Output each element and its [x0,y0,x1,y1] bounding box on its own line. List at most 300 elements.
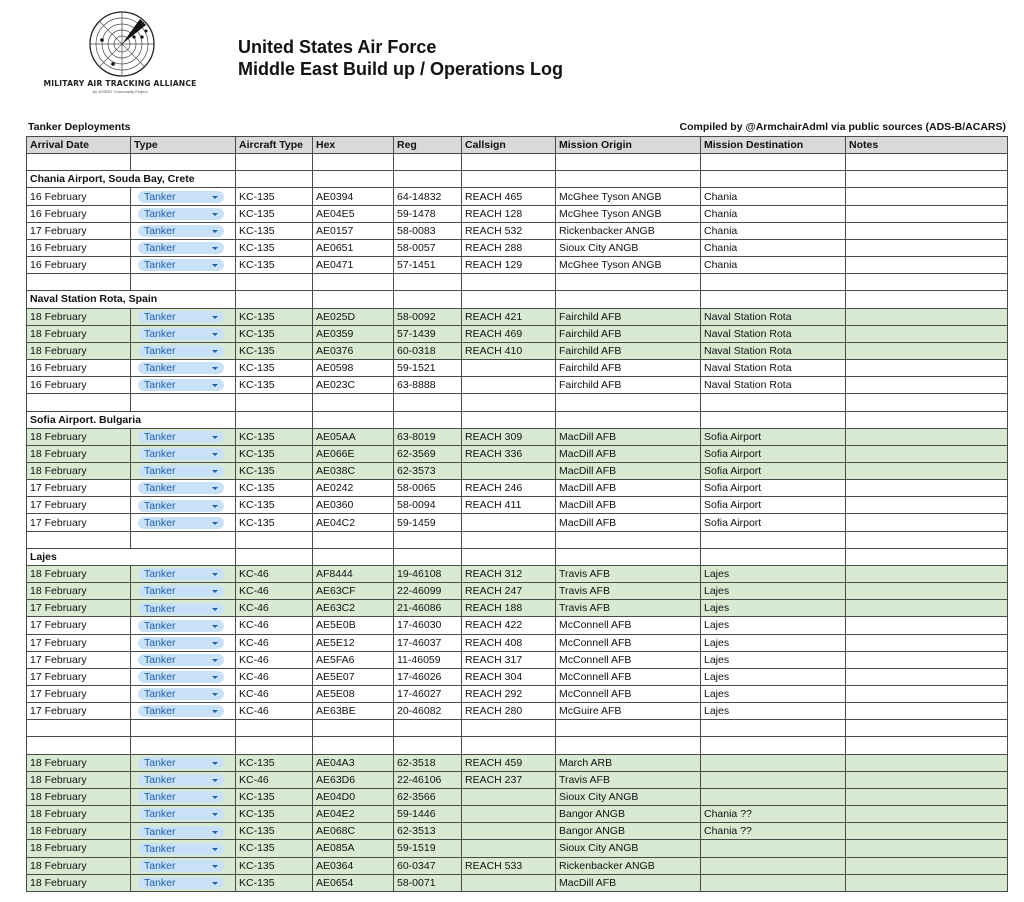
empty-cell[interactable] [131,274,236,291]
empty-cell[interactable] [462,171,556,188]
type-cell[interactable] [131,754,236,771]
aircraft-type-cell[interactable]: KC-135 [236,222,313,239]
dropdown-arrow-icon[interactable] [212,573,218,576]
notes-cell[interactable] [846,360,1008,377]
type-cell[interactable] [131,377,236,394]
empty-cell[interactable] [131,394,236,411]
callsign-cell[interactable]: REACH 532 [462,222,556,239]
group-label[interactable]: Naval Station Rota, Spain [27,291,236,308]
hex-cell[interactable]: AE04E2 [313,806,394,823]
hex-cell[interactable]: AE05AA [313,428,394,445]
mission-origin-cell[interactable]: MacDill AFB [556,462,701,479]
empty-cell[interactable] [236,291,313,308]
dropdown-arrow-icon[interactable] [212,762,218,765]
reg-cell[interactable]: 62-3573 [394,462,462,479]
aircraft-type-cell[interactable]: KC-135 [236,325,313,342]
mission-origin-cell[interactable]: Fairchild AFB [556,377,701,394]
empty-cell[interactable] [131,531,236,548]
reg-cell[interactable]: 59-1446 [394,806,462,823]
mission-origin-cell[interactable]: Travis AFB [556,771,701,788]
callsign-cell[interactable]: REACH 421 [462,308,556,325]
empty-cell[interactable] [846,291,1008,308]
dropdown-arrow-icon[interactable] [212,264,218,267]
callsign-cell[interactable]: REACH 422 [462,617,556,634]
empty-cell[interactable] [462,411,556,428]
aircraft-type-cell[interactable]: KC-135 [236,342,313,359]
hex-cell[interactable]: AE0471 [313,257,394,274]
arrival-date-cell[interactable]: 18 February [27,462,131,479]
hex-cell[interactable]: AE0364 [313,857,394,874]
type-cell[interactable] [131,188,236,205]
mission-origin-cell[interactable]: Sioux City ANGB [556,239,701,256]
empty-cell[interactable] [462,531,556,548]
hex-cell[interactable]: AE63CF [313,583,394,600]
callsign-cell[interactable]: REACH 459 [462,754,556,771]
arrival-date-cell[interactable]: 18 February [27,823,131,840]
hex-cell[interactable]: AE0598 [313,360,394,377]
arrival-date-cell[interactable]: 18 February [27,565,131,582]
mission-destination-cell[interactable]: Naval Station Rota [701,325,846,342]
empty-cell[interactable] [27,394,131,411]
notes-cell[interactable] [846,857,1008,874]
empty-cell[interactable] [462,274,556,291]
aircraft-type-cell[interactable]: KC-135 [236,497,313,514]
col-header-reg[interactable]: Reg [394,137,462,154]
mission-origin-cell[interactable]: MacDill AFB [556,428,701,445]
arrival-date-cell[interactable]: 18 February [27,445,131,462]
type-dropdown[interactable] [138,774,224,786]
empty-cell[interactable] [462,720,556,737]
empty-cell[interactable] [394,737,462,754]
mission-origin-cell[interactable]: MacDill AFB [556,497,701,514]
type-cell[interactable] [131,823,236,840]
reg-cell[interactable]: 19-46108 [394,565,462,582]
type-dropdown[interactable] [138,620,224,632]
empty-cell[interactable] [462,154,556,171]
hex-cell[interactable]: AE63D6 [313,771,394,788]
mission-origin-cell[interactable]: McConnell AFB [556,668,701,685]
notes-cell[interactable] [846,239,1008,256]
aircraft-type-cell[interactable]: KC-46 [236,565,313,582]
aircraft-type-cell[interactable]: KC-135 [236,445,313,462]
empty-cell[interactable] [313,531,394,548]
aircraft-type-cell[interactable]: KC-135 [236,308,313,325]
mission-origin-cell[interactable]: McGhee Tyson ANGB [556,188,701,205]
callsign-cell[interactable]: REACH 288 [462,239,556,256]
empty-cell[interactable] [556,720,701,737]
mission-origin-cell[interactable]: McGhee Tyson ANGB [556,205,701,222]
hex-cell[interactable]: AE5FA6 [313,651,394,668]
empty-cell[interactable] [27,531,131,548]
arrival-date-cell[interactable]: 18 February [27,840,131,857]
type-cell[interactable] [131,857,236,874]
col-header-aircraft-type[interactable]: Aircraft Type [236,137,313,154]
type-dropdown[interactable] [138,843,224,855]
type-dropdown[interactable] [138,345,224,357]
reg-cell[interactable]: 63-8019 [394,428,462,445]
mission-destination-cell[interactable]: Naval Station Rota [701,360,846,377]
type-dropdown[interactable] [138,654,224,666]
aircraft-type-cell[interactable]: KC-46 [236,634,313,651]
mission-origin-cell[interactable]: MacDill AFB [556,445,701,462]
mission-origin-cell[interactable]: Travis AFB [556,600,701,617]
notes-cell[interactable] [846,222,1008,239]
callsign-cell[interactable] [462,788,556,805]
reg-cell[interactable]: 63-8888 [394,377,462,394]
aircraft-type-cell[interactable]: KC-135 [236,857,313,874]
type-dropdown[interactable] [138,379,224,391]
dropdown-arrow-icon[interactable] [212,453,218,456]
aircraft-type-cell[interactable]: KC-135 [236,239,313,256]
type-dropdown[interactable] [138,688,224,700]
reg-cell[interactable]: 11-46059 [394,651,462,668]
callsign-cell[interactable]: REACH 247 [462,583,556,600]
mission-destination-cell[interactable]: Chania [701,188,846,205]
type-dropdown[interactable] [138,448,224,460]
empty-cell[interactable] [701,548,846,565]
mission-origin-cell[interactable]: Sioux City ANGB [556,840,701,857]
type-cell[interactable] [131,634,236,651]
dropdown-arrow-icon[interactable] [212,505,218,508]
aircraft-type-cell[interactable]: KC-135 [236,840,313,857]
reg-cell[interactable]: 21-46086 [394,600,462,617]
empty-cell[interactable] [701,720,846,737]
notes-cell[interactable] [846,634,1008,651]
hex-cell[interactable]: AE63C2 [313,600,394,617]
mission-origin-cell[interactable]: McConnell AFB [556,617,701,634]
arrival-date-cell[interactable]: 16 February [27,205,131,222]
type-cell[interactable] [131,788,236,805]
type-cell[interactable] [131,600,236,617]
dropdown-arrow-icon[interactable] [212,213,218,216]
reg-cell[interactable]: 59-1519 [394,840,462,857]
mission-destination-cell[interactable]: Naval Station Rota [701,377,846,394]
aircraft-type-cell[interactable]: KC-135 [236,823,313,840]
hex-cell[interactable]: AE63BE [313,703,394,720]
hex-cell[interactable]: AE0651 [313,239,394,256]
type-dropdown[interactable] [138,208,224,220]
empty-cell[interactable] [846,154,1008,171]
empty-cell[interactable] [394,548,462,565]
mission-destination-cell[interactable]: Sofia Airport [701,480,846,497]
type-cell[interactable] [131,428,236,445]
aircraft-type-cell[interactable]: KC-135 [236,480,313,497]
mission-destination-cell[interactable]: Lajes [701,565,846,582]
callsign-cell[interactable]: REACH 304 [462,668,556,685]
arrival-date-cell[interactable]: 17 February [27,634,131,651]
callsign-cell[interactable] [462,823,556,840]
mission-destination-cell[interactable]: Chania ?? [701,806,846,823]
callsign-cell[interactable] [462,514,556,531]
type-dropdown[interactable] [138,431,224,443]
empty-cell[interactable] [462,394,556,411]
reg-cell[interactable]: 62-3518 [394,754,462,771]
mission-destination-cell[interactable] [701,771,846,788]
reg-cell[interactable]: 58-0057 [394,239,462,256]
empty-cell[interactable] [131,737,236,754]
arrival-date-cell[interactable]: 16 February [27,188,131,205]
callsign-cell[interactable] [462,360,556,377]
type-cell[interactable] [131,480,236,497]
notes-cell[interactable] [846,325,1008,342]
group-label[interactable]: Chania Airport, Souda Bay, Crete [27,171,236,188]
empty-cell[interactable] [236,171,313,188]
type-dropdown[interactable] [138,585,224,597]
type-cell[interactable] [131,686,236,703]
type-dropdown[interactable] [138,500,224,512]
hex-cell[interactable]: AE0359 [313,325,394,342]
notes-cell[interactable] [846,874,1008,891]
arrival-date-cell[interactable]: 16 February [27,257,131,274]
type-dropdown[interactable] [138,637,224,649]
empty-cell[interactable] [556,548,701,565]
aircraft-type-cell[interactable]: KC-135 [236,428,313,445]
reg-cell[interactable]: 60-0318 [394,342,462,359]
type-cell[interactable] [131,497,236,514]
empty-cell[interactable] [556,274,701,291]
arrival-date-cell[interactable]: 18 February [27,857,131,874]
notes-cell[interactable] [846,342,1008,359]
mission-origin-cell[interactable]: McGuire AFB [556,703,701,720]
empty-cell[interactable] [236,274,313,291]
hex-cell[interactable]: AE0376 [313,342,394,359]
empty-cell[interactable] [394,411,462,428]
type-cell[interactable] [131,703,236,720]
aircraft-type-cell[interactable]: KC-46 [236,583,313,600]
type-dropdown[interactable] [138,517,224,529]
empty-cell[interactable] [701,411,846,428]
empty-cell[interactable] [846,548,1008,565]
arrival-date-cell[interactable]: 17 February [27,617,131,634]
callsign-cell[interactable] [462,462,556,479]
arrival-date-cell[interactable]: 18 February [27,788,131,805]
hex-cell[interactable]: AE04E5 [313,205,394,222]
empty-cell[interactable] [701,737,846,754]
mission-destination-cell[interactable]: Lajes [701,668,846,685]
aircraft-type-cell[interactable]: KC-46 [236,703,313,720]
hex-cell[interactable]: AE0654 [313,874,394,891]
reg-cell[interactable]: 17-46026 [394,668,462,685]
aircraft-type-cell[interactable]: KC-135 [236,377,313,394]
arrival-date-cell[interactable]: 16 February [27,377,131,394]
notes-cell[interactable] [846,514,1008,531]
callsign-cell[interactable]: REACH 336 [462,445,556,462]
mission-origin-cell[interactable]: McConnell AFB [556,686,701,703]
notes-cell[interactable] [846,771,1008,788]
mission-origin-cell[interactable]: McConnell AFB [556,634,701,651]
reg-cell[interactable]: 57-1451 [394,257,462,274]
type-cell[interactable] [131,308,236,325]
mission-origin-cell[interactable]: MacDill AFB [556,514,701,531]
mission-origin-cell[interactable]: Rickenbacker ANGB [556,222,701,239]
dropdown-arrow-icon[interactable] [212,676,218,679]
empty-cell[interactable] [236,737,313,754]
empty-cell[interactable] [846,737,1008,754]
mission-origin-cell[interactable]: Sioux City ANGB [556,788,701,805]
dropdown-arrow-icon[interactable] [212,710,218,713]
callsign-cell[interactable]: REACH 408 [462,634,556,651]
group-label[interactable]: Lajes [27,548,236,565]
mission-destination-cell[interactable]: Naval Station Rota [701,342,846,359]
reg-cell[interactable]: 58-0065 [394,480,462,497]
empty-cell[interactable] [27,274,131,291]
dropdown-arrow-icon[interactable] [212,642,218,645]
callsign-cell[interactable]: REACH 410 [462,342,556,359]
type-dropdown[interactable] [138,242,224,254]
notes-cell[interactable] [846,651,1008,668]
empty-cell[interactable] [236,154,313,171]
type-cell[interactable] [131,342,236,359]
empty-cell[interactable] [236,548,313,565]
dropdown-arrow-icon[interactable] [212,522,218,525]
type-dropdown[interactable] [138,311,224,323]
notes-cell[interactable] [846,617,1008,634]
type-cell[interactable] [131,771,236,788]
mission-destination-cell[interactable]: Lajes [701,600,846,617]
notes-cell[interactable] [846,823,1008,840]
empty-cell[interactable] [846,171,1008,188]
mission-origin-cell[interactable]: McConnell AFB [556,651,701,668]
dropdown-arrow-icon[interactable] [212,367,218,370]
type-cell[interactable] [131,360,236,377]
group-label[interactable]: Sofia Airport. Bulgaria [27,411,236,428]
empty-cell[interactable] [313,548,394,565]
mission-origin-cell[interactable]: Travis AFB [556,565,701,582]
empty-cell[interactable] [701,531,846,548]
mission-destination-cell[interactable]: Sofia Airport [701,497,846,514]
mission-origin-cell[interactable]: Bangor ANGB [556,823,701,840]
arrival-date-cell[interactable]: 18 February [27,754,131,771]
hex-cell[interactable]: AE038C [313,462,394,479]
reg-cell[interactable]: 62-3513 [394,823,462,840]
type-cell[interactable] [131,205,236,222]
reg-cell[interactable]: 59-1521 [394,360,462,377]
mission-origin-cell[interactable]: Fairchild AFB [556,342,701,359]
hex-cell[interactable]: AE5E07 [313,668,394,685]
reg-cell[interactable]: 17-46027 [394,686,462,703]
callsign-cell[interactable]: REACH 469 [462,325,556,342]
col-header-callsign[interactable]: Callsign [462,137,556,154]
type-cell[interactable] [131,874,236,891]
notes-cell[interactable] [846,668,1008,685]
arrival-date-cell[interactable]: 17 February [27,480,131,497]
type-cell[interactable] [131,445,236,462]
callsign-cell[interactable]: REACH 317 [462,651,556,668]
reg-cell[interactable]: 57-1439 [394,325,462,342]
mission-destination-cell[interactable]: Lajes [701,686,846,703]
dropdown-arrow-icon[interactable] [212,487,218,490]
arrival-date-cell[interactable]: 17 February [27,686,131,703]
hex-cell[interactable]: AE04C2 [313,514,394,531]
callsign-cell[interactable]: REACH 188 [462,600,556,617]
arrival-date-cell[interactable]: 18 February [27,342,131,359]
type-dropdown[interactable] [138,568,224,580]
mission-destination-cell[interactable] [701,840,846,857]
mission-origin-cell[interactable]: Fairchild AFB [556,308,701,325]
empty-cell[interactable] [701,154,846,171]
empty-cell[interactable] [313,394,394,411]
dropdown-arrow-icon[interactable] [212,350,218,353]
type-cell[interactable] [131,222,236,239]
hex-cell[interactable]: AE085A [313,840,394,857]
mission-destination-cell[interactable]: Chania [701,257,846,274]
reg-cell[interactable]: 58-0094 [394,497,462,514]
notes-cell[interactable] [846,445,1008,462]
reg-cell[interactable]: 59-1459 [394,514,462,531]
empty-cell[interactable] [236,394,313,411]
type-cell[interactable] [131,840,236,857]
empty-cell[interactable] [236,531,313,548]
reg-cell[interactable]: 22-46106 [394,771,462,788]
empty-cell[interactable] [462,737,556,754]
empty-cell[interactable] [27,737,131,754]
callsign-cell[interactable] [462,840,556,857]
reg-cell[interactable]: 64-14832 [394,188,462,205]
type-dropdown[interactable] [138,671,224,683]
arrival-date-cell[interactable]: 16 February [27,360,131,377]
col-header-notes[interactable]: Notes [846,137,1008,154]
dropdown-arrow-icon[interactable] [212,831,218,834]
empty-cell[interactable] [394,394,462,411]
mission-destination-cell[interactable]: Lajes [701,634,846,651]
callsign-cell[interactable]: REACH 309 [462,428,556,445]
callsign-cell[interactable]: REACH 129 [462,257,556,274]
mission-destination-cell[interactable]: Lajes [701,651,846,668]
hex-cell[interactable]: AF8444 [313,565,394,582]
hex-cell[interactable]: AE023C [313,377,394,394]
reg-cell[interactable]: 17-46030 [394,617,462,634]
type-dropdown[interactable] [138,328,224,340]
mission-destination-cell[interactable]: Chania [701,239,846,256]
type-dropdown[interactable] [138,860,224,872]
type-dropdown[interactable] [138,808,224,820]
dropdown-arrow-icon[interactable] [212,779,218,782]
callsign-cell[interactable] [462,806,556,823]
reg-cell[interactable]: 58-0071 [394,874,462,891]
empty-cell[interactable] [394,291,462,308]
hex-cell[interactable]: AE5E08 [313,686,394,703]
notes-cell[interactable] [846,754,1008,771]
empty-cell[interactable] [313,274,394,291]
notes-cell[interactable] [846,703,1008,720]
empty-cell[interactable] [27,154,131,171]
hex-cell[interactable]: AE068C [313,823,394,840]
dropdown-arrow-icon[interactable] [212,608,218,611]
arrival-date-cell[interactable]: 17 February [27,222,131,239]
mission-origin-cell[interactable]: MacDill AFB [556,480,701,497]
empty-cell[interactable] [556,171,701,188]
mission-destination-cell[interactable]: Chania [701,205,846,222]
arrival-date-cell[interactable]: 17 February [27,668,131,685]
hex-cell[interactable]: AE0242 [313,480,394,497]
aircraft-type-cell[interactable]: KC-135 [236,806,313,823]
mission-destination-cell[interactable]: Sofia Airport [701,514,846,531]
mission-destination-cell[interactable] [701,857,846,874]
type-dropdown[interactable] [138,705,224,717]
mission-destination-cell[interactable]: Sofia Airport [701,428,846,445]
callsign-cell[interactable] [462,377,556,394]
empty-cell[interactable] [556,531,701,548]
reg-cell[interactable]: 17-46037 [394,634,462,651]
col-header-mission-destination[interactable]: Mission Destination [701,137,846,154]
dropdown-arrow-icon[interactable] [212,436,218,439]
empty-cell[interactable] [131,154,236,171]
reg-cell[interactable]: 22-46099 [394,583,462,600]
empty-cell[interactable] [236,720,313,737]
notes-cell[interactable] [846,600,1008,617]
aircraft-type-cell[interactable]: KC-135 [236,514,313,531]
arrival-date-cell[interactable]: 17 February [27,497,131,514]
